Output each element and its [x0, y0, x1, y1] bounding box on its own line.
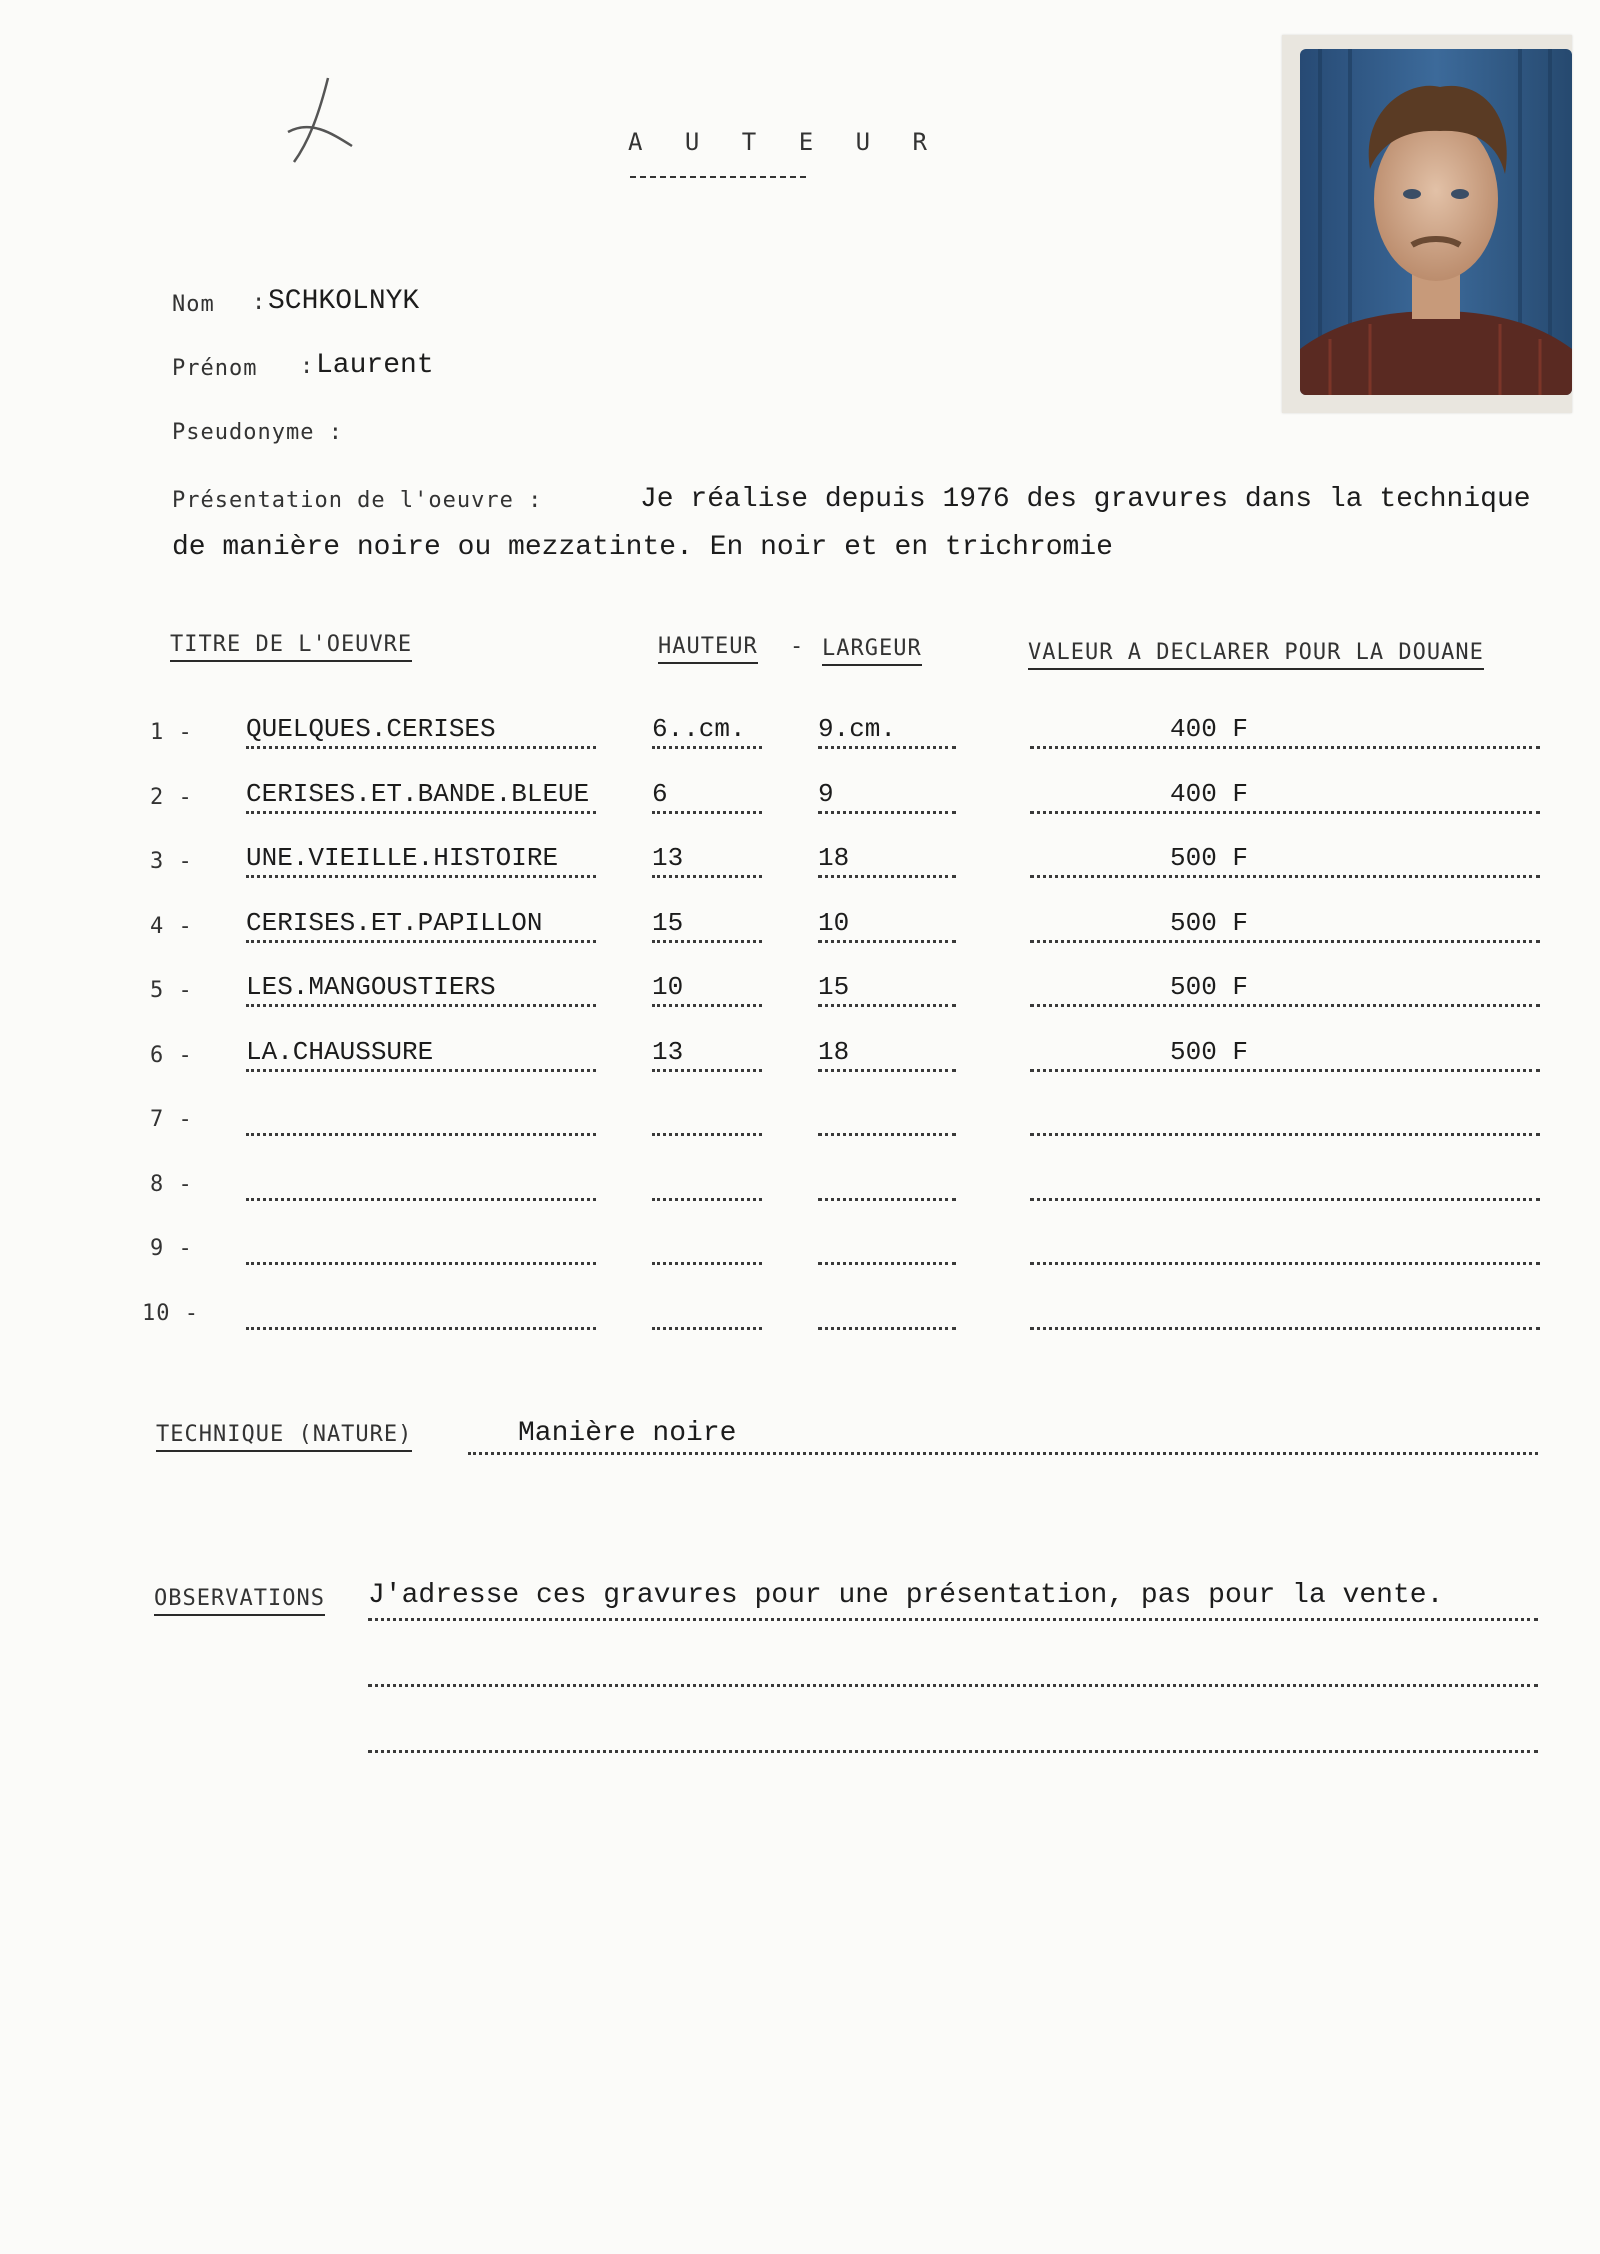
presentation-line-2[interactable]: de manière noire ou mezzatinte. En noir et en trichromie [172, 532, 1113, 563]
nom-colon: : [252, 290, 267, 315]
row-num: 3 - [150, 849, 193, 874]
row-valeur-dotted-line [1030, 746, 1540, 749]
row-title-dotted-line [246, 1004, 596, 1007]
row-largeur-dotted-line [818, 940, 956, 943]
row-title-dotted-line [246, 1069, 596, 1072]
row-hauteur[interactable]: 13 [652, 843, 684, 873]
row-hauteur-dotted-line [652, 1004, 762, 1007]
row-title[interactable]: LA.CHAUSSURE [246, 1036, 434, 1067]
row-hauteur-dotted-line [652, 1069, 762, 1072]
row-hauteur-dotted-line [652, 746, 762, 749]
row-largeur[interactable]: 18 [818, 843, 850, 873]
row-num: 1 - [150, 720, 193, 745]
row-largeur-dotted-line [818, 1069, 956, 1072]
row-hauteur-dotted-line [652, 875, 762, 878]
heading-underline [630, 176, 806, 178]
observations-dotted-line-2 [368, 1684, 1538, 1687]
row-title-dotted-line [246, 940, 596, 943]
row-title-dotted-line [246, 1262, 596, 1265]
row-num: 8 - [150, 1171, 193, 1197]
row-valeur-dotted-line [1030, 875, 1540, 878]
row-valeur-dotted-line [1030, 811, 1540, 814]
row-largeur[interactable]: 15 [818, 972, 850, 1002]
row-valeur[interactable]: 500 F [1170, 907, 1249, 938]
row-valeur[interactable]: 400 F [1170, 714, 1249, 744]
row-num: 2 - [150, 784, 193, 810]
prenom-value[interactable]: Laurent [316, 350, 434, 381]
row-largeur-dotted-line [818, 1004, 956, 1007]
prenom-colon: : [300, 354, 315, 379]
row-num: 7 - [150, 1107, 193, 1132]
row-num: 5 - [150, 978, 193, 1003]
handwritten-mark-icon [280, 70, 360, 170]
row-num: 4 - [150, 913, 193, 939]
row-title-dotted-line [246, 1198, 596, 1201]
row-hauteur[interactable]: 6 [652, 778, 668, 809]
row-largeur[interactable]: 10 [818, 907, 850, 938]
row-valeur-dotted-line [1030, 1069, 1540, 1072]
technique-label: TECHNIQUE (NATURE) [156, 1422, 412, 1452]
technique-dotted-line [468, 1452, 1538, 1455]
row-title-dotted-line [246, 746, 596, 749]
row-valeur-dotted-line [1030, 1262, 1540, 1265]
pseudonyme-label: Pseudonyme : [172, 420, 343, 445]
row-valeur-dotted-line [1030, 1198, 1540, 1201]
presentation-label: Présentation de l'oeuvre : [172, 488, 543, 513]
row-hauteur-dotted-line [652, 940, 762, 943]
row-hauteur[interactable]: 10 [652, 972, 684, 1002]
row-title-dotted-line [246, 811, 596, 814]
row-hauteur[interactable]: 6..cm. [652, 714, 746, 744]
row-title[interactable]: QUELQUES.CERISES [246, 714, 496, 744]
header-dash: - [790, 634, 805, 659]
header-title: TITRE DE L'OEUVRE [170, 632, 412, 662]
row-largeur-dotted-line [818, 811, 956, 814]
observations-dotted-line-1 [368, 1618, 1538, 1621]
prenom-label: Prénom [172, 356, 258, 381]
presentation-line-1[interactable]: Je réalise depuis 1976 des gravures dans la technique [640, 484, 1531, 515]
row-title-dotted-line [246, 875, 596, 878]
row-valeur-dotted-line [1030, 1004, 1540, 1007]
row-largeur-dotted-line [818, 1327, 956, 1330]
row-title[interactable]: UNE.VIEILLE.HISTOIRE [246, 843, 559, 873]
row-largeur-dotted-line [818, 1133, 956, 1136]
portrait-photo-icon [1300, 49, 1572, 395]
row-hauteur-dotted-line [652, 1133, 762, 1136]
row-num: 10 - [142, 1300, 199, 1326]
row-hauteur-dotted-line [652, 1262, 762, 1265]
row-valeur[interactable]: 500 F [1170, 843, 1249, 873]
row-valeur[interactable]: 500 F [1170, 972, 1249, 1002]
header-largeur: LARGEUR [822, 636, 922, 666]
row-hauteur[interactable]: 15 [652, 907, 684, 938]
row-num: 9 - [150, 1236, 193, 1261]
row-largeur-dotted-line [818, 1198, 956, 1201]
observations-label: OBSERVATIONS [154, 1586, 325, 1616]
observations-dotted-line-3 [368, 1750, 1538, 1753]
page-heading: A U T E U R [628, 128, 941, 156]
row-largeur[interactable]: 9.cm. [818, 714, 897, 744]
row-title[interactable]: LES.MANGOUSTIERS [246, 972, 496, 1002]
row-valeur[interactable]: 400 F [1170, 778, 1249, 809]
row-title[interactable]: CERISES.ET.PAPILLON [246, 907, 543, 938]
row-valeur-dotted-line [1030, 1327, 1540, 1330]
row-title-dotted-line [246, 1133, 596, 1136]
row-largeur[interactable]: 9 [818, 778, 834, 809]
row-hauteur-dotted-line [652, 1327, 762, 1330]
row-largeur-dotted-line [818, 875, 956, 878]
header-hauteur: HAUTEUR [658, 634, 758, 664]
header-valeur: VALEUR A DECLARER POUR LA DOUANE [1028, 640, 1484, 670]
nom-value[interactable]: SCHKOLNYK [268, 286, 420, 317]
row-title-dotted-line [246, 1327, 596, 1330]
row-num: 6 - [150, 1042, 193, 1068]
observations-value[interactable]: J'adresse ces gravures pour une présentation, pas pour la vente. [368, 1580, 1444, 1611]
row-largeur-dotted-line [818, 1262, 956, 1265]
row-valeur[interactable]: 500 F [1170, 1036, 1249, 1067]
row-largeur-dotted-line [818, 746, 956, 749]
row-valeur-dotted-line [1030, 1133, 1540, 1136]
nom-label: Nom [172, 292, 215, 317]
technique-value[interactable]: Manière noire [518, 1418, 737, 1449]
row-hauteur-dotted-line [652, 811, 762, 814]
row-hauteur[interactable]: 13 [652, 1036, 684, 1067]
row-title[interactable]: CERISES.ET.BANDE.BLEUE [246, 778, 590, 809]
photo-frame [1282, 35, 1572, 413]
row-hauteur-dotted-line [652, 1198, 762, 1201]
row-valeur-dotted-line [1030, 940, 1540, 943]
row-largeur[interactable]: 18 [818, 1036, 850, 1067]
